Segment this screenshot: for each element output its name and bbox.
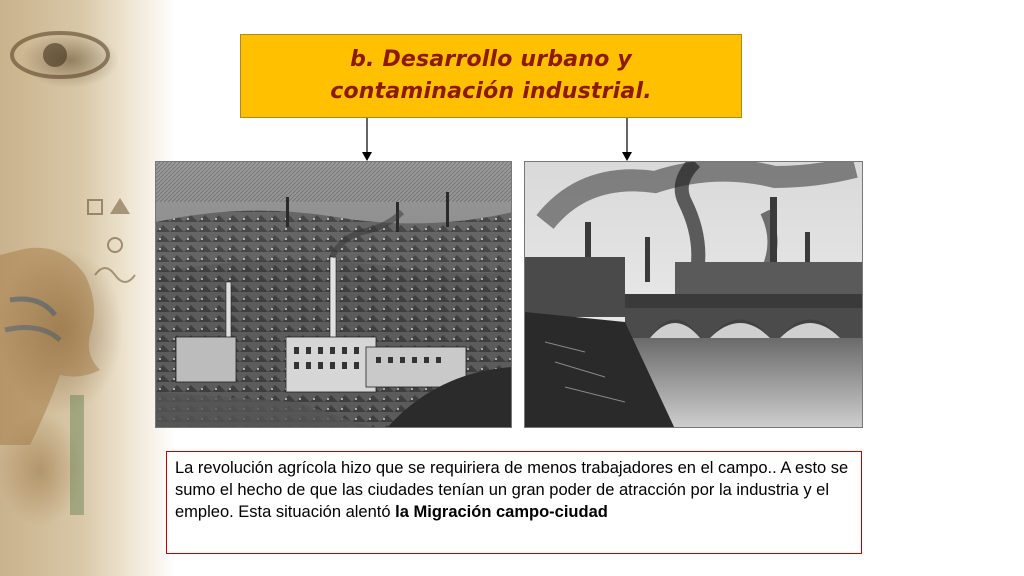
title-line-2: contaminación industrial.	[330, 79, 652, 104]
decorative-background-strip	[0, 0, 175, 576]
industrial-town-engraving-icon	[156, 162, 512, 428]
smokestacks-bridge-engraving-image	[524, 161, 863, 428]
caption-text: La revolución agrícola hizo que se requiriera de menos trabajadores en el campo.. A esto se sumo el hecho de que las ciudades tenían un gran poder de atracción por la industria y el empleo. Esta situación alentó	[175, 459, 849, 521]
smokestacks-bridge-river-engraving-icon	[525, 162, 863, 428]
title-box	[240, 34, 742, 118]
caption-paragraph	[175, 457, 853, 523]
caption-bold-text: la Migración campo-ciudad	[395, 503, 608, 521]
arrow-down-left-icon	[361, 118, 373, 162]
industrial-town-engraving-image	[155, 161, 512, 428]
arrow-down-right-icon	[621, 118, 633, 162]
caption-box	[166, 451, 862, 554]
title-line-1: b. Desarrollo urbano y	[350, 47, 632, 72]
egyptian-motif-icon	[0, 0, 175, 576]
